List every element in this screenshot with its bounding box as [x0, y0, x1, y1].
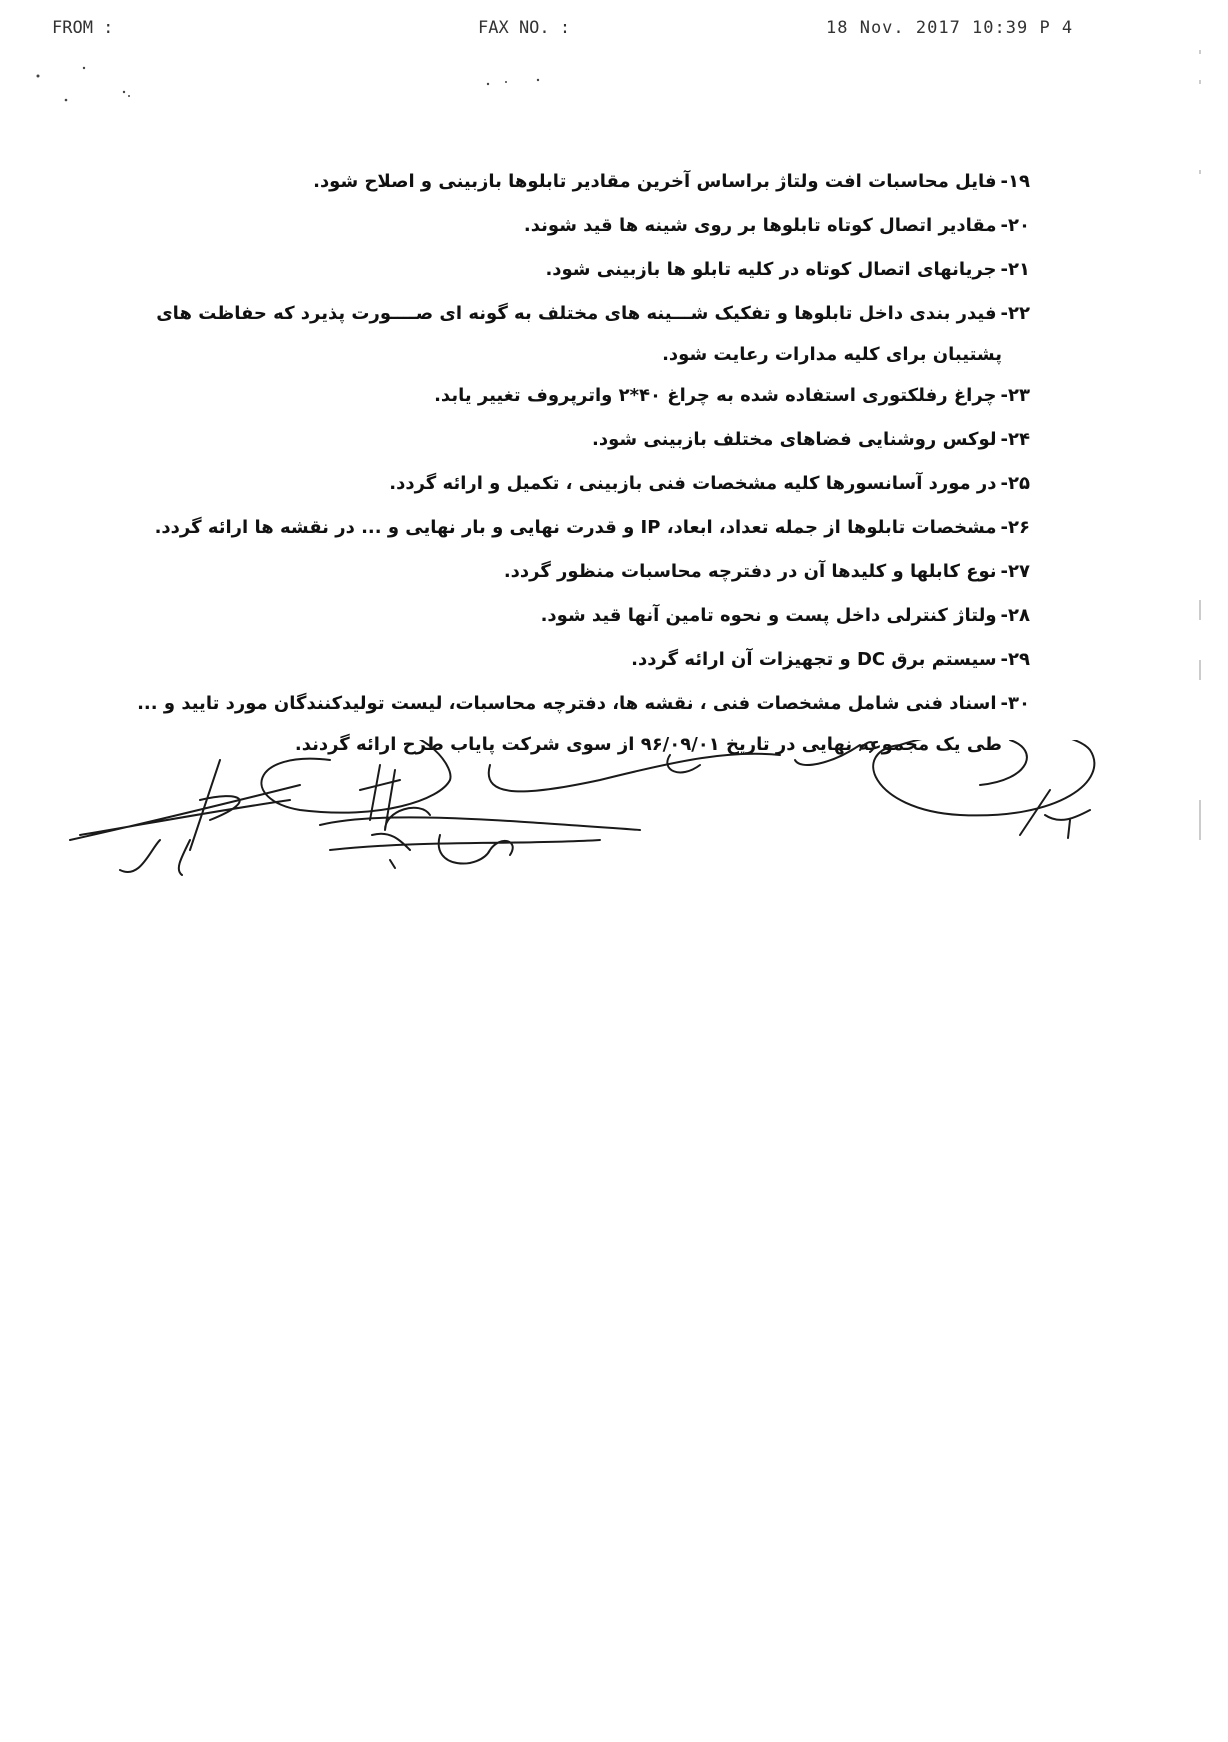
fax-from-label: FROM : [52, 18, 114, 38]
signatures-area [0, 740, 1228, 1000]
item-text-continuation: طی یک مجموعه نهایی در تاریخ ۹۶/۰۹/۰۱ از سوی شرکت پایاب طرح ارائه گردند. [294, 734, 1002, 755]
item-number: ۲۸- [1000, 605, 1030, 626]
fax-number-label: FAX NO. : [478, 18, 571, 38]
item-text: جریانهای اتصال کوتاه در کلیه تابلو ها بازبینی شود. [545, 259, 997, 280]
item-text: فایل محاسبات افت ولتاژ براساس آخرین مقادیر تابلوها بازبینی و اصلاح شود. [313, 171, 997, 192]
item-number: ۲۰- [1000, 215, 1030, 236]
item-number: ۲۳- [1000, 385, 1030, 406]
fax-timestamp: 18 Nov. 2017 10:39 P 4 [826, 18, 1074, 38]
list-item [130, 374, 1030, 418]
signature-4 [489, 754, 780, 792]
item-number: ۳۰- [1000, 693, 1030, 714]
item-number: ۲۱- [1000, 259, 1030, 280]
signature-2 [70, 760, 300, 875]
item-text: در مورد آسانسورها کلیه مشخصات فنی بازبینی ، تکمیل و ارائه گردد. [389, 473, 997, 494]
item-text: ولتاژ کنترلی داخل پست و نحوه تامین آنها قید شود. [540, 605, 997, 626]
list-item [130, 506, 1030, 550]
signature-loop-1 [261, 740, 450, 813]
item-text: نوع کابلها و کلیدها آن در دفترچه محاسبات منظور گردد. [503, 561, 997, 582]
list-item [130, 418, 1030, 462]
item-text: چراغ رفلکتوری استفاده شده به چراغ ۴۰*۲ واترپروف تغییر یابد. [434, 385, 997, 406]
list-item [130, 638, 1030, 682]
item-text: سیستم برق DC و تجهیزات آن ارائه گردد. [631, 649, 997, 670]
item-number: ۲۷- [1000, 561, 1030, 582]
requirements-list [130, 160, 1030, 764]
list-item [130, 594, 1030, 638]
scan-specks [0, 0, 600, 120]
item-text: فیدر بندی داخل تابلوها و تفکیک شـــینه های مختلف به گونه ای صــــورت پذیرد که حفاظت های [156, 303, 997, 324]
item-text: مقادیر اتصال کوتاه تابلوها بر روی شینه ها قید شوند. [523, 215, 997, 236]
list-item [130, 248, 1030, 292]
item-number: ۲۹- [1000, 649, 1030, 670]
item-number: ۱۹- [1000, 171, 1030, 192]
item-number: ۲۵- [1000, 473, 1030, 494]
list-item [130, 292, 1030, 374]
item-number: ۲۲- [1000, 303, 1030, 324]
list-item [130, 204, 1030, 248]
signature-5-strokes [980, 740, 1090, 838]
item-number: ۲۴- [1000, 429, 1030, 450]
item-text-continuation: پشتیبان برای کلیه مدارات رعایت شود. [662, 344, 1002, 365]
item-number: ۲۶- [1000, 517, 1030, 538]
signature-5 [873, 740, 1094, 815]
item-text: مشخصات تابلوها از جمله تعداد، ابعاد، IP و قدرت نهایی و بار نهایی و ... در نقشه ها ارائه گردد. [154, 517, 997, 538]
list-item [130, 462, 1030, 506]
signature-3 [320, 817, 640, 863]
item-text: اسناد فنی شامل مشخصات فنی ، نقشه ها، دفترچه محاسبات، لیست تولیدکنندگان مورد تایید و ... [137, 693, 997, 714]
list-item [130, 160, 1030, 204]
item-text: لوکس روشنایی فضاهای مختلف بازبینی شود. [592, 429, 997, 450]
signature-4-strokes [667, 742, 874, 772]
list-item [130, 550, 1030, 594]
